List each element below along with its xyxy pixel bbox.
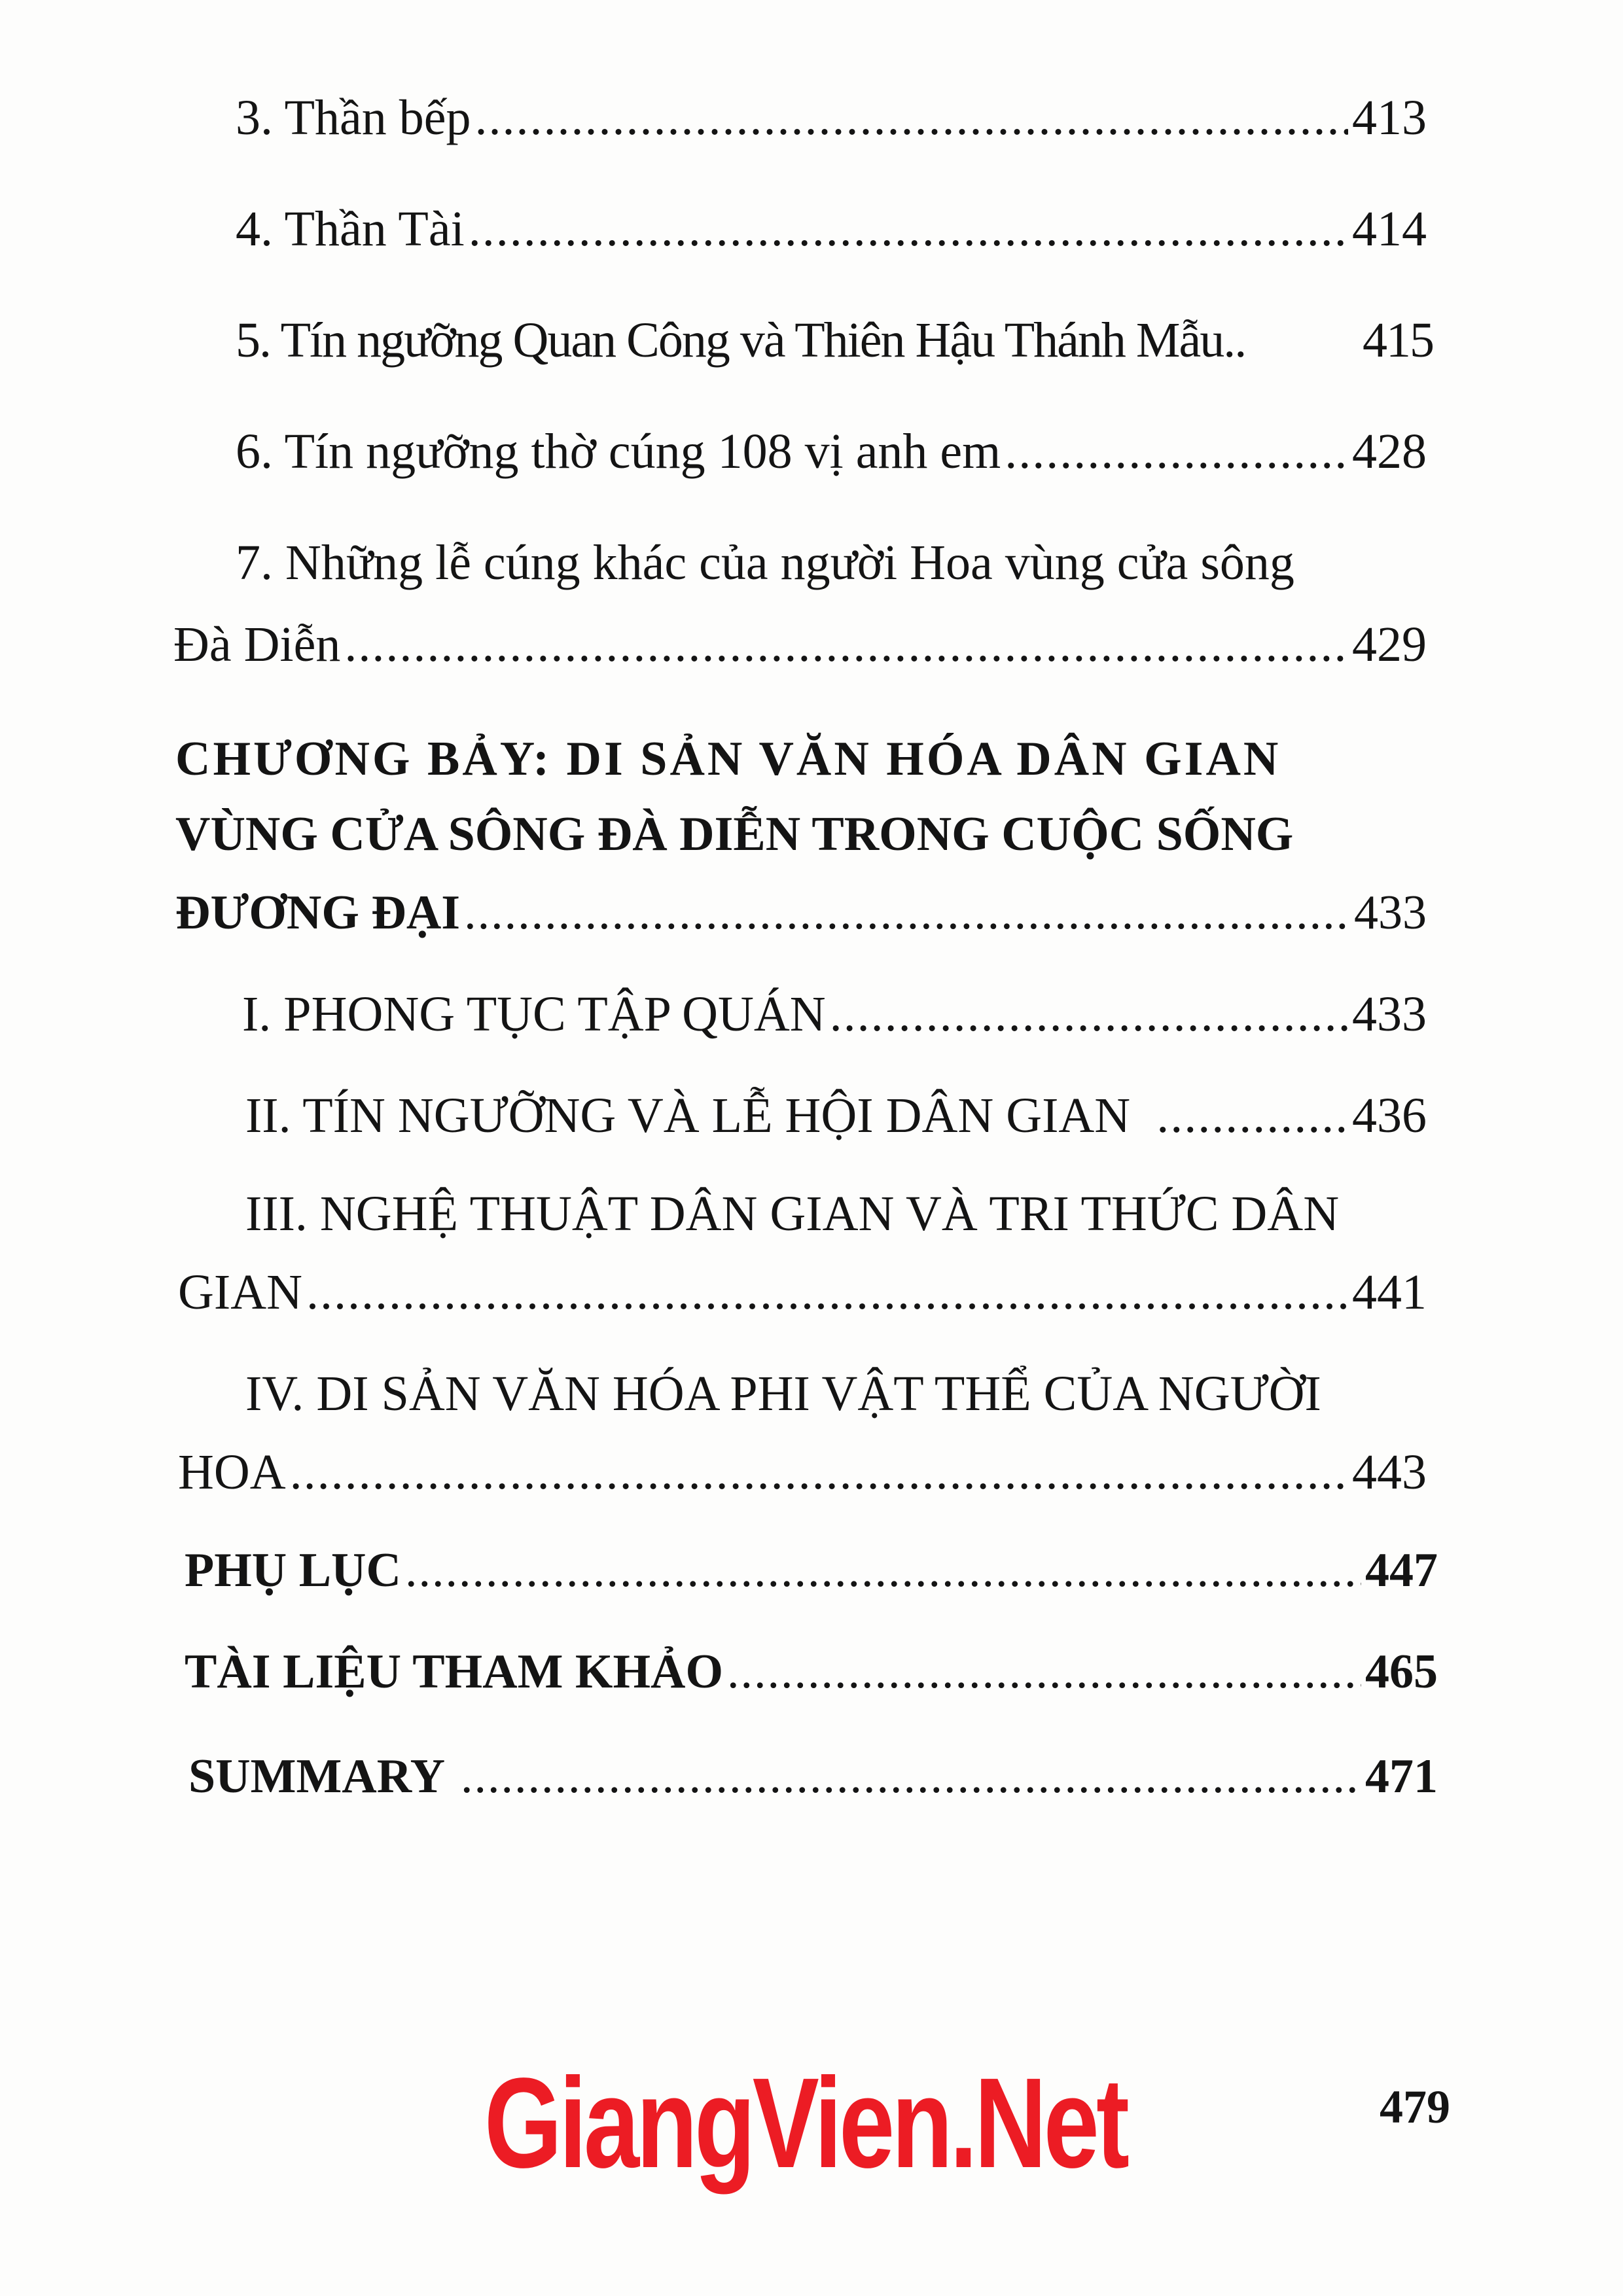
leader-dots	[1156, 1083, 1348, 1148]
toc-entry	[236, 196, 1427, 262]
toc-entry-label: GIAN	[178, 1265, 302, 1320]
toc-entry-page: 441	[1352, 1265, 1427, 1320]
toc-entry-label: I. PHONG TỤC TẬP QUÁN	[242, 987, 826, 1042]
toc-entry-label: PHỤ LỤC	[185, 1544, 401, 1597]
toc-entry-page: 433	[1352, 987, 1427, 1042]
toc-entry	[175, 880, 1427, 945]
leader-dots	[475, 85, 1348, 150]
chapter-heading: CHƯƠNG BẢY: DI SẢN VĂN HÓA DÂN GIAN	[175, 732, 1281, 786]
toc-entry-page: 447	[1365, 1544, 1438, 1597]
toc-entry-label: II. TÍN NGƯỠNG VÀ LỄ HỘI DÂN GIAN	[245, 1088, 1131, 1143]
toc-entry-page: 414	[1352, 202, 1427, 256]
toc-entry-page: 428	[1352, 424, 1427, 479]
toc-entry	[178, 1260, 1427, 1325]
toc-entry-label: 4. Thần Tài	[236, 202, 465, 256]
chapter-heading-line2	[175, 802, 1433, 867]
toc-entry-line1	[236, 530, 1433, 595]
toc-entry-label: 3. Thần bếp	[236, 90, 471, 145]
leader-dots	[727, 1639, 1361, 1704]
watermark-text: GiangVien.Net	[484, 2051, 1127, 2195]
toc-entry	[173, 612, 1427, 677]
toc-entry-label: SUMMARY	[188, 1750, 446, 1803]
toc-entry-page: 443	[1352, 1445, 1427, 1500]
page-number: 479	[1380, 2081, 1450, 2133]
toc-entry	[236, 308, 1433, 373]
chapter-heading-line1	[175, 726, 1433, 792]
toc-entry	[188, 1744, 1438, 1809]
toc-entry-page: 436	[1352, 1088, 1427, 1143]
toc-entry-page: 471	[1365, 1750, 1438, 1803]
toc-entry-page: 413	[1352, 90, 1427, 145]
toc-entry	[236, 419, 1427, 484]
toc-entry-label: HOA	[178, 1445, 286, 1500]
toc-entry-page: 429	[1352, 617, 1427, 672]
leader-dots	[461, 1744, 1361, 1809]
toc-entry-page: 433	[1354, 886, 1427, 940]
toc-entry-label: IV. DI SẢN VĂN HÓA PHI VẬT THỂ CỦA NGƯỜI	[245, 1366, 1321, 1421]
toc-entry	[185, 1538, 1438, 1603]
toc-entry-label: 5. Tín ngưỡng Quan Công và Thiên Hậu Thánh Mẫu..	[236, 313, 1246, 368]
toc-entry	[236, 85, 1427, 150]
toc-entry-page: 415	[1363, 313, 1433, 368]
chapter-heading: ĐƯƠNG ĐẠI	[175, 886, 461, 940]
toc-entry	[242, 981, 1427, 1047]
toc-entry-label: III. NGHỆ THUẬT DÂN GIAN VÀ TRI THỨC DÂN	[245, 1186, 1340, 1241]
leader-dots	[306, 1260, 1348, 1325]
toc-entry	[178, 1439, 1427, 1505]
leader-dots	[405, 1538, 1361, 1603]
leader-dots	[290, 1439, 1348, 1505]
leader-dots	[344, 612, 1348, 677]
toc-entry	[185, 1639, 1438, 1704]
toc-entry-line1	[245, 1181, 1433, 1246]
toc-entry-label: TÀI LIỆU THAM KHẢO	[185, 1645, 724, 1699]
leader-dots	[1005, 419, 1348, 484]
toc-entry-label: Đà Diễn	[173, 617, 341, 672]
leader-dots	[469, 196, 1348, 262]
toc-entry	[245, 1083, 1427, 1148]
chapter-heading: VÙNG CỬA SÔNG ĐÀ DIỄN TRONG CUỘC SỐNG	[175, 807, 1294, 861]
toc-entry-label: 7. Những lễ cúng khác của người Hoa vùng cửa sông	[236, 535, 1294, 590]
leader-dots	[830, 981, 1348, 1047]
toc-entry-label: 6. Tín ngưỡng thờ cúng 108 vị anh em	[236, 424, 1001, 479]
toc-entry-line1	[245, 1361, 1433, 1426]
leader-dots	[464, 880, 1350, 945]
toc-entry-page: 465	[1365, 1645, 1438, 1699]
